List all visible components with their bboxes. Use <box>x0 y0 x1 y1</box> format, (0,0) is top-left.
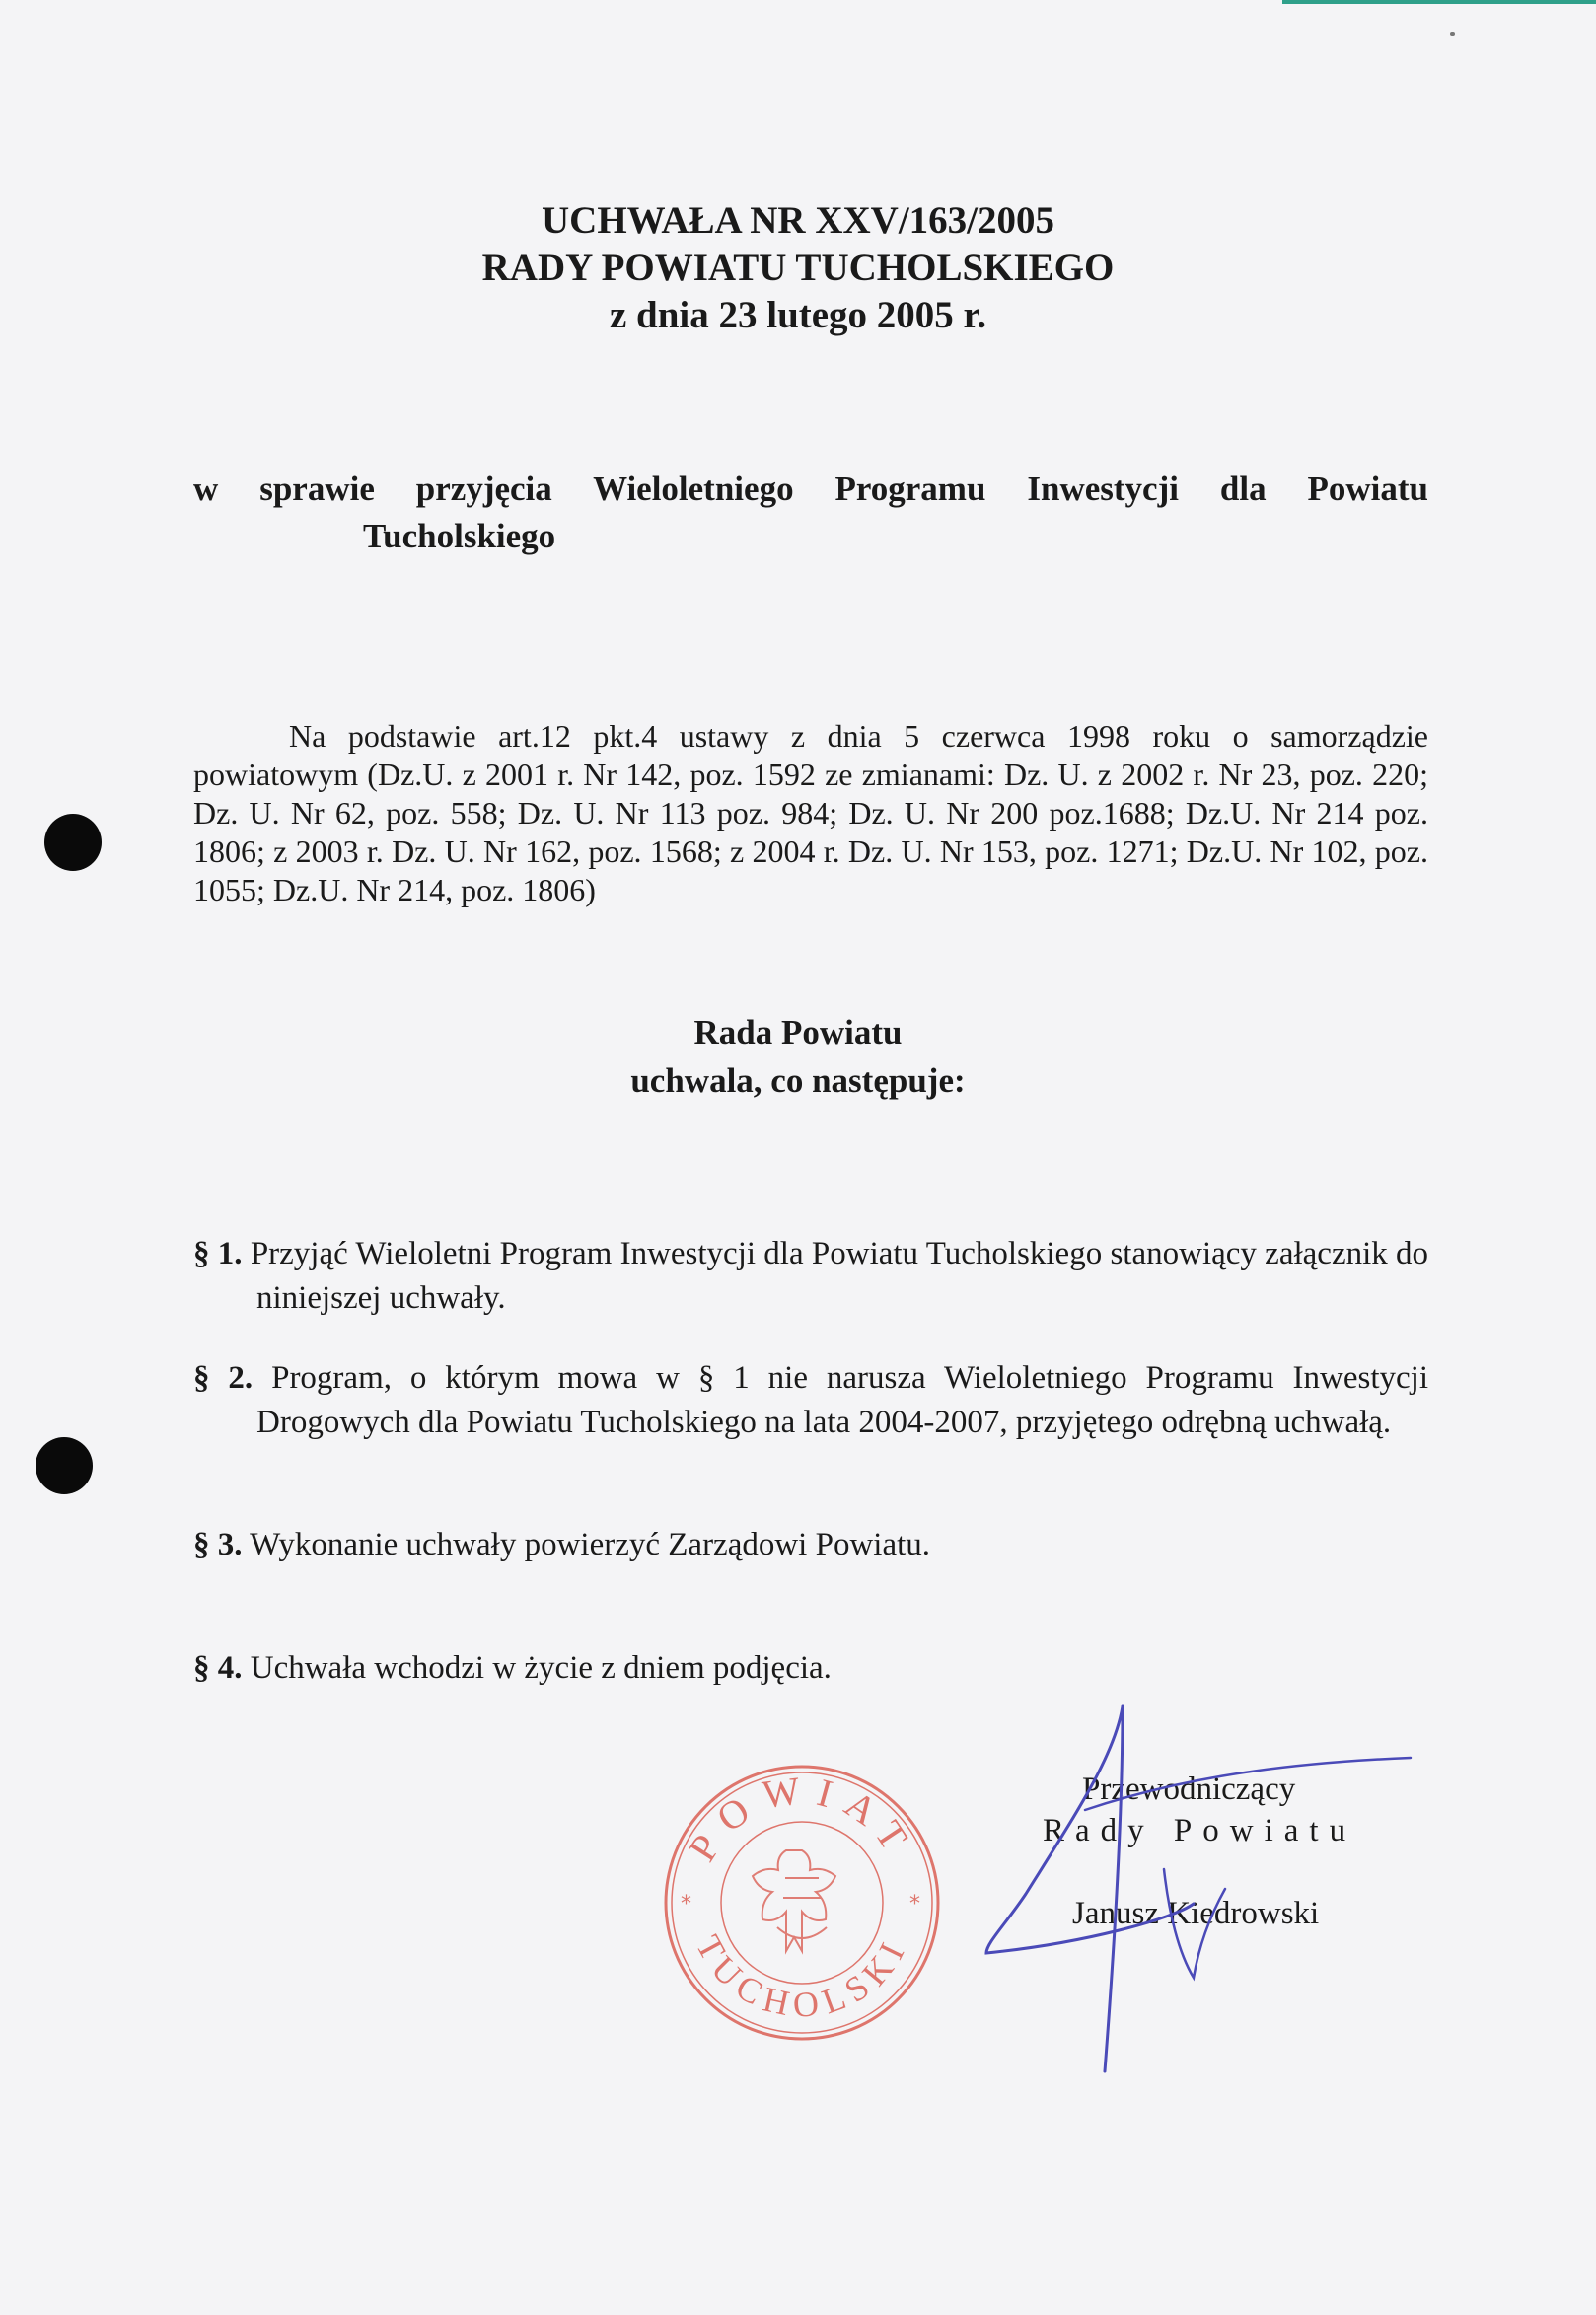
signatory-council: Rady Powiatu <box>1043 1813 1357 1848</box>
stamp-bottom-text: TUCHOLSKI <box>688 1928 915 2025</box>
council-resolves: uchwala, co następuje: <box>630 1061 966 1100</box>
resolution-header <box>0 197 1596 339</box>
paragraph-text: Przyjąć Wieloletni Program Inwestycji dla Powiatu Tucholskiego stanowiący załącznik do niniejszej uchwały. <box>250 1236 1429 1316</box>
official-seal-stamp <box>659 1760 945 2046</box>
scan-speck <box>1450 32 1455 36</box>
stamp-star-icon: * <box>681 1892 691 1917</box>
paragraph-number: § 2. <box>193 1360 254 1396</box>
resolution-date: z dnia 23 lutego 2005 r. <box>609 294 987 336</box>
council-decision-heading <box>0 1008 1596 1105</box>
paragraph-3 <box>193 1523 1428 1567</box>
paragraph-2 <box>193 1356 1428 1445</box>
council-name: Rada Powiatu <box>693 1013 903 1051</box>
paragraph-text: Wykonanie uchwały powierzyć Zarządowi Powiatu. <box>250 1527 931 1562</box>
paragraph-number: § 3. <box>193 1527 243 1562</box>
scan-edge-strip <box>1282 0 1596 4</box>
paragraph-4 <box>193 1646 1428 1691</box>
svg-text:POWIAT <box>680 1767 924 1869</box>
stamp-top-text: POWIAT <box>679 1766 924 1869</box>
resolution-subject: w sprawie przyjęcia Wieloletniego Programu Inwestycji dla Powiatu <box>193 470 1428 508</box>
signatory-role: Przewodniczący <box>1082 1772 1296 1807</box>
paragraph-number: § 4. <box>193 1650 243 1686</box>
signatory-name: Janusz Kiedrowski <box>1072 1896 1320 1931</box>
paragraph-number: § 1. <box>193 1236 243 1271</box>
resolution-number: UCHWAŁA NR XXV/163/2005 <box>541 199 1055 242</box>
handwritten-signature <box>967 1697 1420 2091</box>
paragraph-text: Program, o którym mowa w § 1 nie narusza Wieloletniego Programu Inwestycji Drogowych dla Powiatu Tucholskiego na lata 2004-2007, przyjętego odrębną uchwałą. <box>256 1360 1429 1440</box>
legal-basis: Na podstawie art.12 pkt.4 ustawy z dnia 5 czerwca 1998 roku o samorządzie powiatowym (Dz.U. z 2001 r. Nr 142, poz. 1592 ze zmianami: Dz. U. z 2002 r. Nr 23, poz. 220; Dz. U. Nr 62, poz. 558; Dz. U. Nr 113 poz. 984; Dz. U. Nr 200 poz.1688; Dz.U. Nr 214 poz. 1806; z 2003 r. Dz. U. Nr 162, poz. 1568; z 2004 r. Dz. U. Nr 153, poz. 1271; Dz.U. Nr 102, poz. 1055; Dz.U. Nr 214, poz. 1806) <box>193 718 1428 907</box>
punch-hole-icon <box>44 814 102 871</box>
punch-hole-icon <box>36 1437 93 1494</box>
paragraph-text: Uchwała wchodzi w życie z dniem podjęcia. <box>250 1650 832 1686</box>
resolution-subject-continued: Tucholskiego <box>363 517 556 555</box>
resolution-issuer: RADY POWIATU TUCHOLSKIEGO <box>481 247 1115 289</box>
stamp-star-icon: * <box>909 1892 920 1917</box>
eagle-emblem-icon <box>753 1850 835 1951</box>
paragraph-1 <box>193 1232 1428 1321</box>
